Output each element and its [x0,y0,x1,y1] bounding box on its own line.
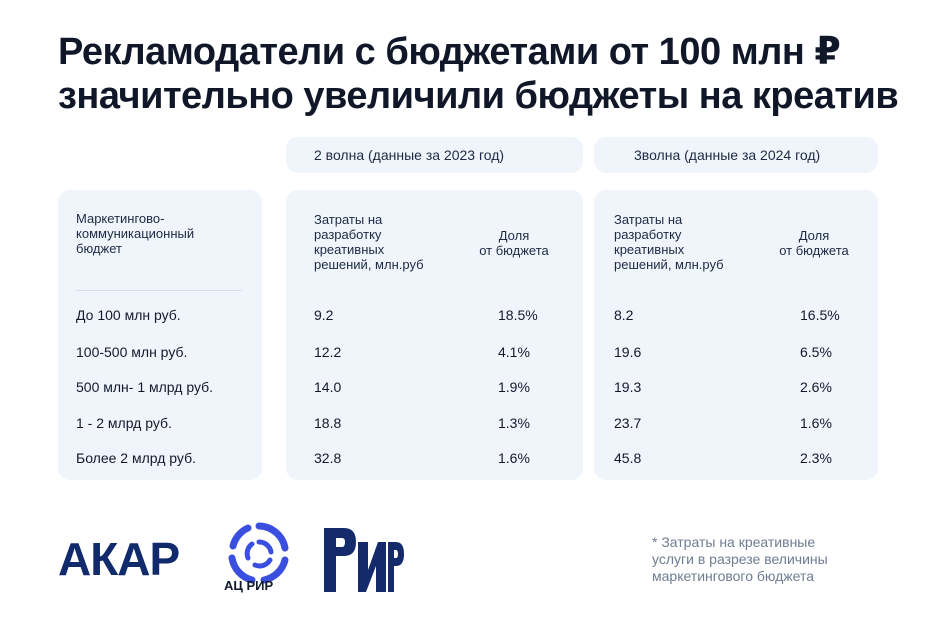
cost-header-line: разработку [314,227,382,242]
wave-2-share: 1.9% [498,379,530,395]
akar-logo: АКАР [58,533,180,585]
cost-header-line: разработку [614,227,682,242]
share-header-line: Доля [798,228,830,243]
title-line-1: Рекламодатели с бюджетами от 100 млн ₽ [58,31,841,73]
wave-2-cost: 14.0 [314,379,342,395]
wave-2-share: 1.6% [498,450,530,466]
wave-3-share-header [772,228,856,258]
wave-3-cost: 19.3 [614,379,642,395]
wave-3-share: 2.6% [800,379,832,395]
share-header-line: от бюджета [779,243,849,258]
wave-3-cost: 45.8 [614,450,642,466]
wave-3-share: 2.3% [800,450,832,466]
wave-2-header [286,137,583,173]
cost-header-line: Затраты на [614,212,683,227]
budget-header [76,211,194,256]
wave-2-share: 1.3% [498,415,530,431]
header-divider [76,290,242,291]
footnote-line: услуги в разрезе величины [652,551,828,567]
row-label: 500 млн- 1 млрд руб. [76,379,214,395]
wave-2-cost: 18.8 [314,415,342,431]
wave-2-share-header [472,228,556,258]
wave-2-label: 2 волна (данные за 2023 год) [314,147,505,163]
wave-3-share: 6.5% [800,344,832,360]
row-label: 1 - 2 млрд руб. [76,415,172,431]
cost-header-line: решений, млн.руб [314,257,424,272]
footnote-line: маркетингового бюджета [652,568,814,584]
share-header-line: Доля [498,228,530,243]
cost-header-line: креативных [614,242,685,257]
budget-header-line: коммуникационный [76,226,195,241]
wave-3-cost: 23.7 [614,415,642,431]
title-line-2: значительно увеличили бюджеты на креатив [58,75,899,117]
row-label: 100-500 млн руб. [76,344,188,360]
row-label: Более 2 млрд руб. [76,450,196,466]
acrir-logo-text: АЦ РИР [224,578,274,593]
wave-3-label: 3волна (данные за 2024 год) [634,147,821,163]
wave-3-share: 1.6% [800,415,832,431]
wave-2-share: 4.1% [498,344,530,360]
rir-logo [322,522,404,596]
wave-3-share: 16.5% [800,307,840,323]
page-title [58,30,918,118]
wave-3-header [594,137,878,173]
budget-header-line: Маркетингово- [76,211,165,226]
share-header-line: от бюджета [479,243,549,258]
cost-header-line: решений, млн.руб [614,257,724,272]
wave-2-cost: 12.2 [314,344,342,360]
wave-3-cost: 19.6 [614,344,642,360]
wave-3-cost-header [614,212,724,272]
wave-2-cost-header [314,212,424,272]
wave-2-cost: 9.2 [314,307,334,323]
cost-header-line: Затраты на [314,212,383,227]
wave-2-cost: 32.8 [314,450,342,466]
footnote [652,534,892,585]
wave-3-cost: 8.2 [614,307,634,323]
footnote-line: * Затраты на креативные [652,534,816,550]
wave-2-share: 18.5% [498,307,538,323]
row-label: До 100 млн руб. [76,307,181,323]
budget-header-line: бюджет [76,241,122,256]
cost-header-line: креативных [314,242,385,257]
